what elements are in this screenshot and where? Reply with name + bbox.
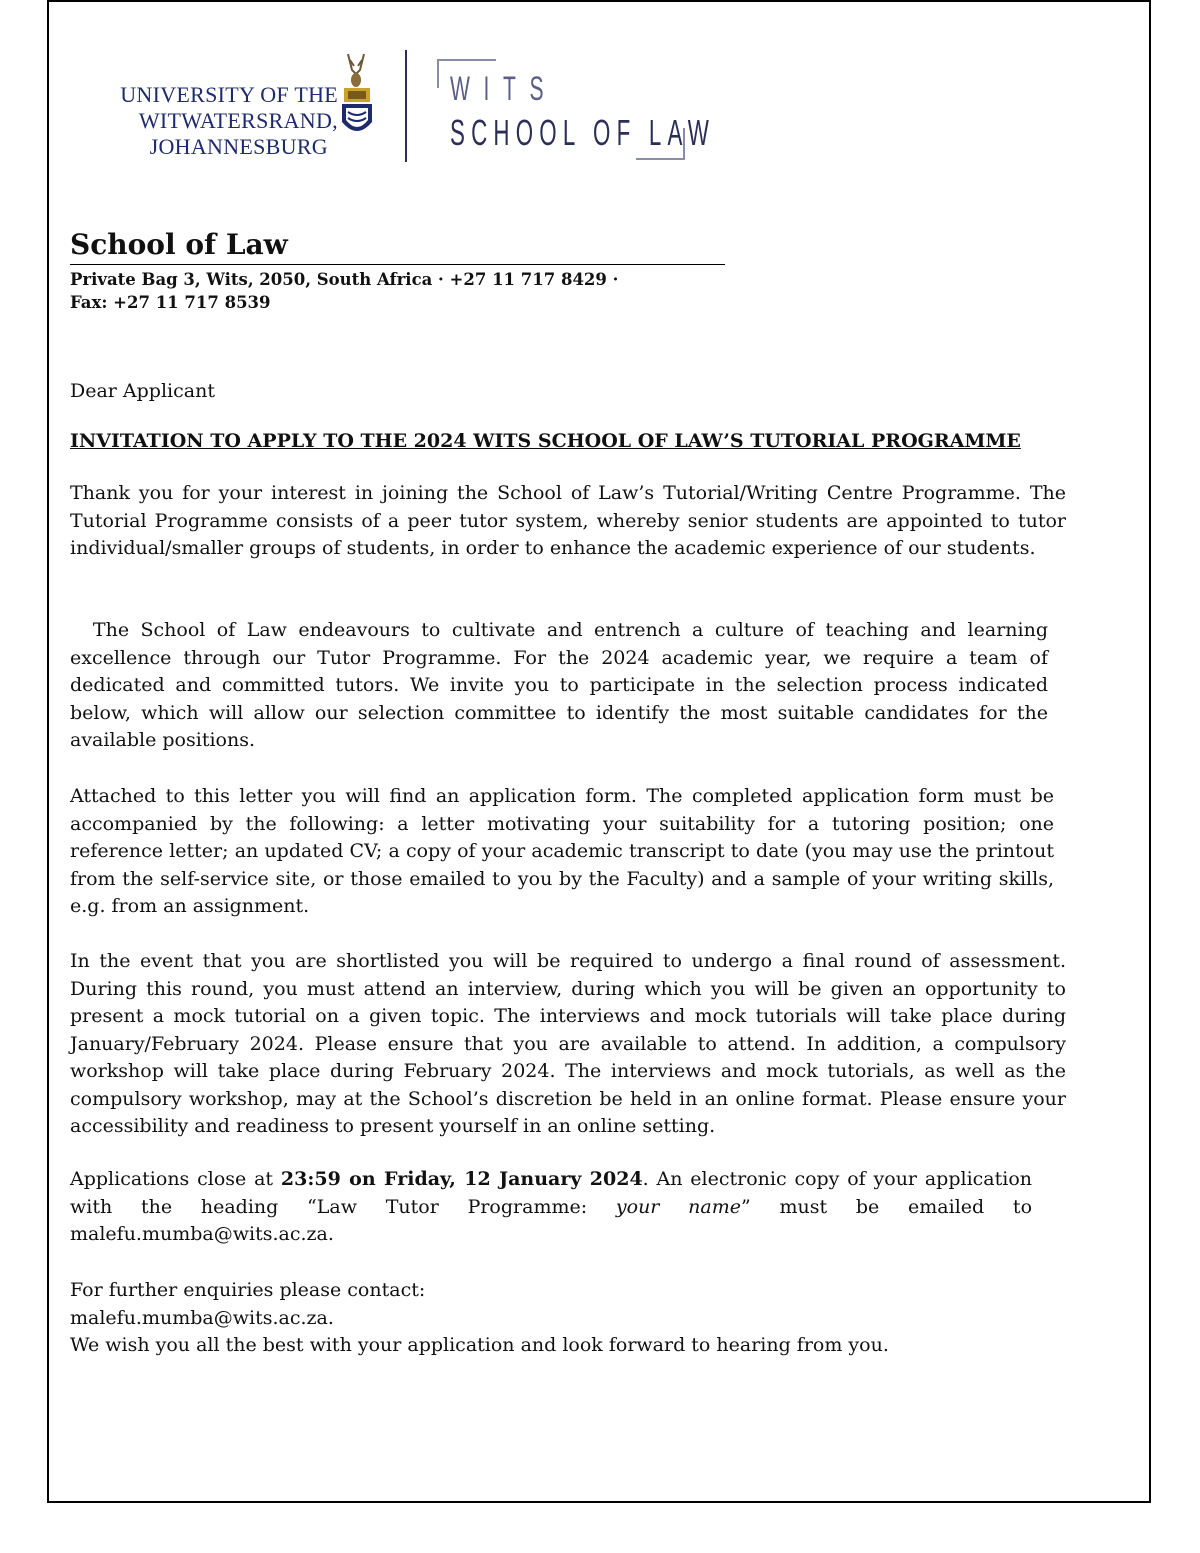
school-of-law-wordmark: SCHOOL OF LAW	[450, 112, 715, 153]
university-line-2: WITWATERSRAND,	[138, 108, 338, 133]
wits-wordmark: WITS	[450, 70, 558, 108]
deadline-date: 23:59 on Friday, 12 January 2024	[280, 1168, 643, 1190]
closing-line: We wish you all the best with your application and look forward to hearing from you.	[70, 1334, 889, 1356]
title-rule	[70, 264, 725, 265]
university-line-3: JOHANNESBURG	[149, 134, 328, 159]
paragraph-programme-text: The School of Law endeavours to cultivate and entrench a culture of teaching and learning excellence through our Tutor Programme. For the 2024 academic year, we require a team of dedicated and committed tutors. We invite you to participate in the selection process indicated below, which will allow our selection committee to identify the most suitable candidates for the available positions.	[70, 619, 1048, 751]
paragraph-programme	[70, 617, 1048, 755]
paragraph-deadline	[70, 1166, 1032, 1249]
university-crest-icon	[336, 48, 378, 158]
logo-divider	[405, 50, 407, 162]
page-title: School of Law	[70, 228, 288, 261]
contact-line: For further enquiries please contact:	[70, 1279, 426, 1301]
deadline-middle: . An electronic copy of your application with the heading “Law Tutor Programme:	[70, 1168, 1033, 1218]
fax-line: Fax: +27 11 717 8539	[70, 293, 271, 312]
university-line-1: UNIVERSITY OF THE	[120, 82, 338, 107]
contact-email: malefu.mumba@wits.ac.za.	[70, 1306, 334, 1329]
deadline-prefix: Applications close at	[70, 1168, 281, 1190]
paragraph-requirements: Attached to this letter you will find an application form. The completed application form must be accompanied by the following: a letter motivating your suitability for a tutoring position; one reference letter; an updated CV; a copy of your academic transcript to date (you may use the printout from the self-service site, or those emailed to you by the Faculty) and a sample of your writing skills, e.g. from an assignment.	[70, 785, 1054, 917]
paragraph-assessment: In the event that you are shortlisted you will be required to undergo a final round of assessment. During this round, you must attend an interview, during which you will be given an opportunity to present a mock tutorial on a given topic. The interviews and mock tutorials will take place during January/February 2024. Please ensure that you are available to attend. In addition, a compulsory workshop will take place during February 2024. The interviews and mock tutorials, as well as the compulsory workshop, may at the School’s discretion be held in an online format. Please ensure your accessibility and readiness to present yourself in an online setting.	[70, 950, 1066, 1137]
address-line: Private Bag 3, Wits, 2050, South Africa · +27 11 717 8429 ·	[70, 270, 619, 289]
deadline-suffix: ” must be emailed to malefu.mumba@wits.ac.za.	[70, 1195, 1033, 1245]
salutation: Dear Applicant	[70, 380, 215, 402]
contact-block	[70, 1277, 1066, 1360]
letter-heading: INVITATION TO APPLY TO THE 2024 WITS SCHOOL OF LAW’S TUTORIAL PROGRAMME	[70, 430, 1021, 452]
university-wordmark	[108, 82, 338, 160]
address-block	[70, 268, 618, 314]
paragraph-intro: Thank you for your interest in joining the School of Law’s Tutorial/Writing Centre Programme. The Tutorial Programme consists of a peer tutor system, whereby senior students are appointed to tutor individual/smaller groups of students, in order to enhance the academic experience of our students.	[70, 482, 1066, 559]
your-name-placeholder: your name	[615, 1195, 741, 1218]
